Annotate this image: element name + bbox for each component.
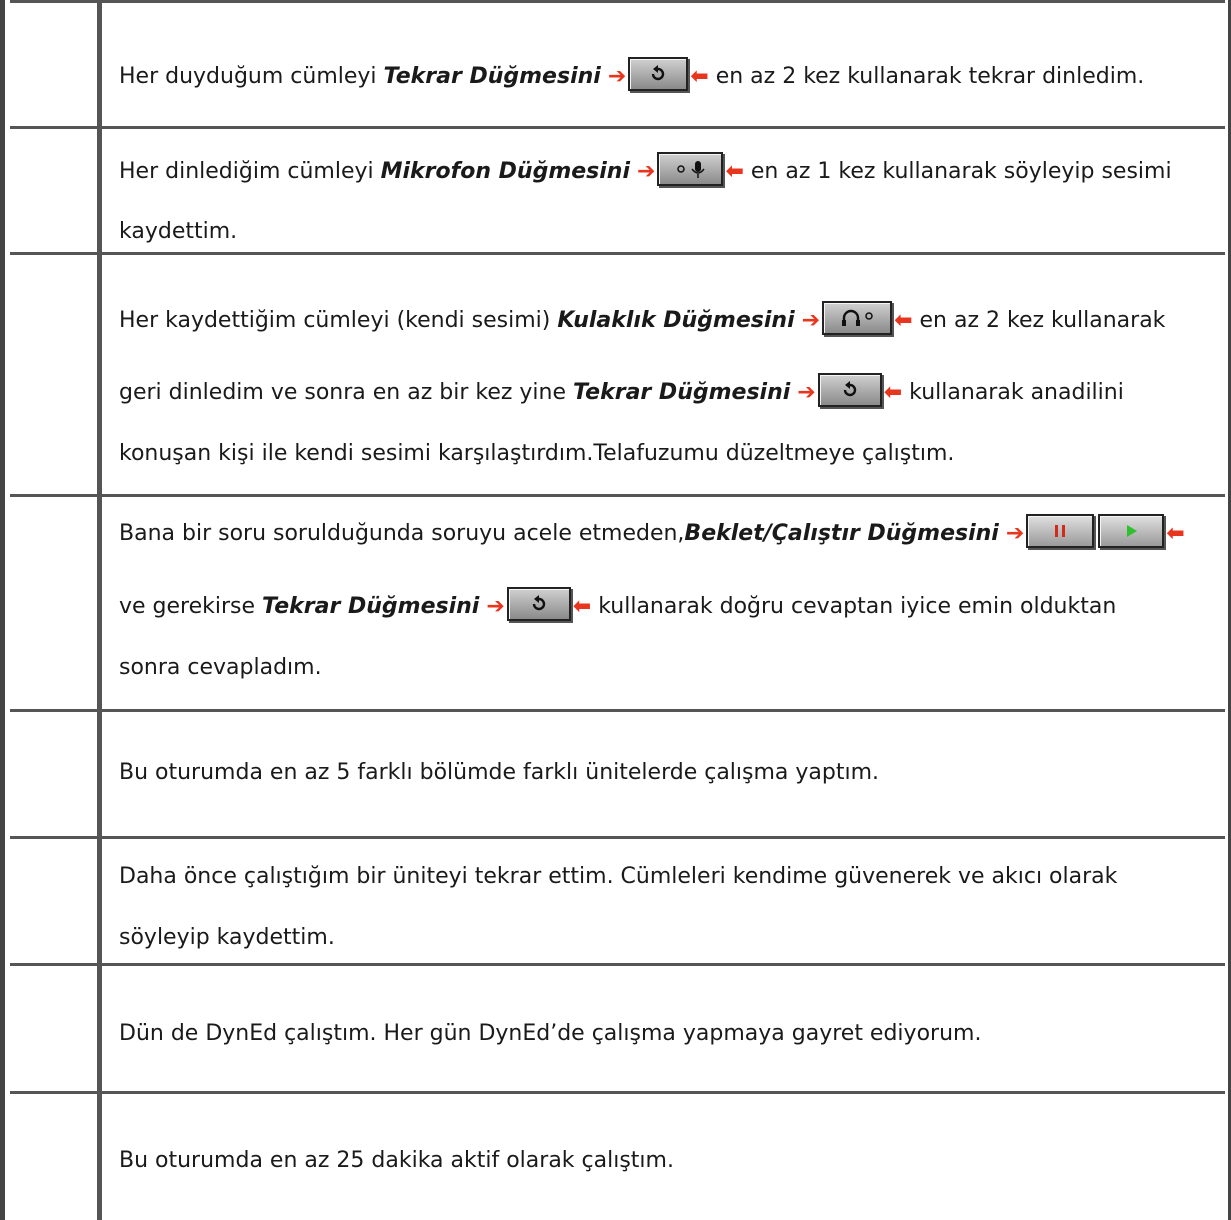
play-icon bbox=[1121, 522, 1141, 540]
checkbox-cell[interactable] bbox=[10, 3, 102, 127]
checkbox-cell[interactable] bbox=[10, 1094, 102, 1220]
text-line: söyleyip kaydettim. bbox=[119, 925, 335, 950]
table-row bbox=[10, 709, 1225, 840]
item-text bbox=[119, 129, 1203, 256]
text-segment: Her duyduğum cümleyi bbox=[119, 64, 384, 89]
button-name: Mikrofon Düğmesini bbox=[380, 159, 630, 184]
right-arrow-icon: ➔ bbox=[801, 308, 821, 333]
microphone-icon bbox=[670, 158, 710, 180]
repeat-button bbox=[628, 57, 688, 91]
text-line: konuşan kişi ile kendi sesimi karşılaştırdım.Telafuzumu düzeltmeye çalıştım. bbox=[119, 441, 955, 466]
text-segment: en az 2 kez kullanarak bbox=[919, 308, 1166, 333]
text-line: Bu oturumda en az 25 dakika aktif olarak çalıştım. bbox=[119, 1148, 674, 1173]
item-text bbox=[119, 497, 1231, 713]
table-row bbox=[10, 836, 1225, 967]
right-arrow-icon: ➔ bbox=[607, 64, 627, 89]
right-arrow-icon: ➔ bbox=[486, 594, 505, 619]
text-line: sonra cevapladım. bbox=[119, 655, 322, 680]
right-arrow-icon: ➔ bbox=[797, 380, 816, 405]
right-arrow-icon: ➔ bbox=[1005, 521, 1025, 546]
text-segment: Bana bir soru sorulduğunda soruyu acele etmeden, bbox=[119, 521, 685, 546]
text-segment: kullanarak doğru cevaptan iyice emin olduktan bbox=[598, 594, 1117, 619]
button-name: Tekrar Düğmesini bbox=[573, 380, 791, 405]
button-name: Kulaklık Düğmesini bbox=[557, 308, 795, 333]
repeat-button bbox=[507, 587, 571, 621]
checklist-table bbox=[10, 0, 1225, 1220]
right-arrow-icon: ➔ bbox=[637, 159, 656, 184]
text-segment: ve gerekirse bbox=[119, 594, 263, 619]
repeat-icon bbox=[528, 593, 550, 615]
item-text bbox=[119, 712, 1203, 840]
table-row bbox=[10, 1091, 1225, 1220]
checkbox-cell[interactable] bbox=[10, 129, 102, 256]
item-text bbox=[119, 839, 1203, 967]
button-name: Tekrar Düğmesini bbox=[383, 64, 601, 89]
checkbox-cell[interactable] bbox=[10, 255, 102, 498]
pause-icon bbox=[1050, 522, 1070, 540]
checkbox-cell[interactable] bbox=[10, 839, 102, 967]
text-segment: Her dinlediğim cümleyi bbox=[119, 159, 381, 184]
table-row bbox=[10, 963, 1225, 1095]
left-arrow-icon: ⬅ bbox=[883, 380, 903, 405]
checkbox-cell[interactable] bbox=[10, 966, 102, 1095]
item-text bbox=[119, 255, 1203, 498]
text-segment: en az 2 kez kullanarak tekrar dinledim. bbox=[715, 64, 1145, 89]
repeat-icon bbox=[647, 63, 669, 85]
checkbox-cell[interactable] bbox=[10, 497, 102, 713]
table-row bbox=[10, 0, 1225, 127]
text-line: kaydettim. bbox=[119, 219, 238, 244]
text-line: Bu oturumda en az 5 farklı bölümde farklı ünitelerde çalışma yaptım. bbox=[119, 760, 880, 785]
left-arrow-icon: ⬅ bbox=[894, 308, 913, 333]
table-row bbox=[10, 252, 1225, 498]
checkbox-cell[interactable] bbox=[10, 712, 102, 840]
left-arrow-icon: ⬅ bbox=[1166, 521, 1185, 546]
text-segment: en az 1 kez kullanarak söyleyip sesimi bbox=[750, 159, 1172, 184]
headphones-button bbox=[822, 301, 892, 335]
left-arrow-icon: ⬅ bbox=[690, 64, 709, 89]
item-text bbox=[119, 1094, 1203, 1220]
headphones-icon bbox=[835, 307, 879, 329]
text-line: Dün de DynEd çalıştım. Her gün DynEd’de çalışma yapmaya gayret ediyorum. bbox=[119, 1021, 982, 1046]
play-button bbox=[1098, 514, 1164, 548]
table-row bbox=[10, 494, 1225, 713]
text-segment: kullanarak anadilini bbox=[909, 380, 1124, 405]
pause-button bbox=[1026, 514, 1094, 548]
repeat-icon bbox=[839, 379, 861, 401]
item-text bbox=[119, 966, 1203, 1095]
item-text bbox=[119, 3, 1203, 127]
table-row bbox=[10, 126, 1225, 256]
left-arrow-icon: ⬅ bbox=[725, 159, 744, 184]
button-name: Tekrar Düğmesini bbox=[262, 594, 480, 619]
left-arrow-icon: ⬅ bbox=[572, 594, 592, 619]
text-segment: geri dinledim ve sonra en az bir kez yine bbox=[119, 380, 573, 405]
button-name: Beklet/Çalıştır Düğmesini bbox=[684, 521, 999, 546]
text-segment: Her kaydettiğim cümleyi (kendi sesimi) bbox=[119, 308, 558, 333]
text-line: Daha önce çalıştığım bir üniteyi tekrar ettim. Cümleleri kendime güvenerek ve akıcı olarak bbox=[119, 864, 1118, 889]
microphone-button bbox=[657, 152, 723, 186]
repeat-button bbox=[818, 373, 882, 407]
